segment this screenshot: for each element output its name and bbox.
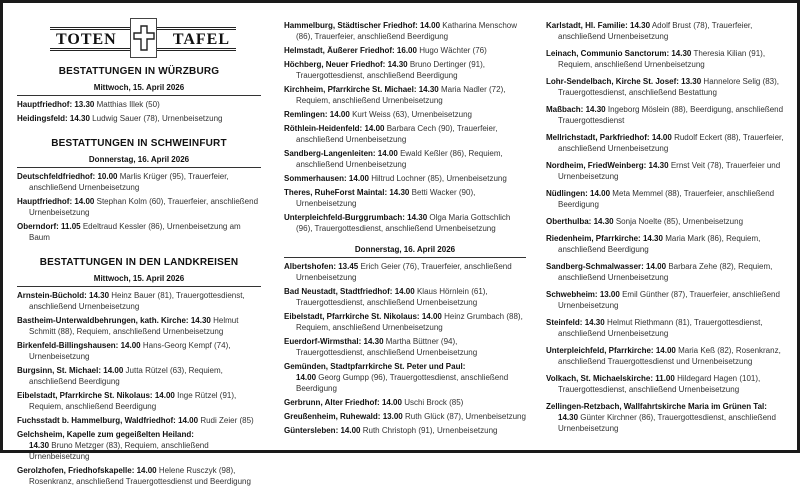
funeral-entry — [17, 415, 261, 426]
entry-time: 14.30 — [642, 234, 663, 243]
entry-place: Volkach, St. Michaelskirche: — [546, 374, 654, 383]
entries-landkreise-thu-b — [546, 20, 790, 434]
funeral-entry — [546, 48, 790, 70]
entry-time: 13.45 — [338, 262, 359, 271]
entry-place: Gelchsheim, Kapelle zum gegeißelten Heiland: — [17, 430, 194, 439]
entry-time: 14.00 — [348, 174, 369, 183]
entry-place: Kirchheim, Pfarrkirche St. Michael: — [284, 85, 417, 94]
entry-time: 14.30 — [648, 161, 669, 170]
entry-time: 14.00 — [377, 149, 398, 158]
funeral-entry — [284, 20, 526, 42]
entry-time: 14.00 — [421, 312, 442, 321]
entry-text: Bruno Metzger (83), Requiem, anschließend Urnenbeisetzung — [29, 441, 209, 461]
entry-text: Ingeborg Möslein (88), Beerdigung, anschließend Trauergottesdienst — [558, 105, 784, 125]
entries-landkreise-wed-a — [17, 290, 261, 487]
entry-place: Maßbach: — [546, 105, 584, 114]
entry-text: Betti Wacker (90), Urnenbeisetzung — [296, 188, 476, 208]
entry-text: Helene Rusczyk (98), Rosenkranz, anschließend Trauergottesdienst und Beerdigung — [29, 466, 251, 486]
entry-place: Euerdorf-Wirmsthal: — [284, 337, 362, 346]
funeral-entry — [284, 286, 526, 308]
entry-time: 16.00 — [396, 46, 417, 55]
entry-time: 14.30 — [407, 213, 428, 222]
entry-text: Günter Kirchner (86), Trauergottesdienst, anschließend Urnenbeisetzung — [558, 413, 776, 433]
entry-place: Hauptfriedhof: — [17, 197, 73, 206]
entry-place: Röthlein-Heidenfeld: — [284, 124, 363, 133]
column-2 — [284, 3, 526, 439]
entry-text: Marlis Krüger (95), Trauerfeier, anschließend Urnenbeisetzung — [29, 172, 229, 192]
entry-text: Hannelore Selig (83), Trauergottesdienst, anschließend Bestattung — [558, 77, 780, 97]
section-heading-landkreise: BESTATTUNGEN IN DEN LANDKREISEN — [39, 257, 239, 268]
funeral-entry — [546, 20, 790, 42]
date-landkreise-wednesday: Mittwoch, 15. April 2026 — [17, 274, 261, 287]
entry-text: Stephan Kolm (60), Trauerfeier, anschließend Urnenbeisetzung — [29, 197, 259, 217]
entry-place: Gerbrunn, Alter Friedhof: — [284, 398, 380, 407]
entry-place: Fuchsstadt b. Hammelburg, Waldfriedhof: — [17, 416, 176, 425]
entry-place: Deutschfeldfriedhof: — [17, 172, 96, 181]
cross-box — [130, 18, 157, 58]
entry-time: 14.00 — [178, 416, 199, 425]
entry-text: Rudolf Eckert (88), Trauerfeier, anschließend Urnenbeisetzung — [558, 133, 784, 153]
entry-time: 14.30 — [584, 318, 605, 327]
entry-place: Nordheim, FriedWeinberg: — [546, 161, 647, 170]
column-3 — [546, 3, 790, 440]
entry-time: 14.30 — [69, 114, 90, 123]
entry-text: Theresia Kilian (91), Requiem, anschließend Urnenbeisetzung — [558, 49, 766, 69]
entry-text: Adolf Brust (78), Trauerfeier, anschließend Urnenbeisetzung — [558, 21, 753, 41]
entry-text: Ewald Keßler (86), Requiem, anschließend Urnenbeisetzung — [296, 149, 503, 169]
entry-place: Heidingsfeld: — [17, 114, 68, 123]
entry-place: Zellingen-Retzbach, Wallfahrtskirche Maria im Grünen Tal: — [546, 402, 767, 411]
entry-text: Heinz Grumbach (88), Requiem, anschließend Urnenbeisetzung — [296, 312, 523, 332]
entry-place: Sandberg-Schmalwasser: — [546, 262, 644, 271]
logo-word-right: TAFEL — [169, 31, 230, 48]
entry-place: Hammelburg, Städtischer Friedhof: — [284, 21, 418, 30]
entry-text: Ruth Christoph (91), Urnenbeisetzung — [362, 426, 498, 435]
entry-text: Hiltrud Lochner (85), Urnenbeisetzung — [371, 174, 507, 183]
column-1 — [17, 3, 261, 490]
funeral-entry — [17, 196, 261, 218]
entry-text: Maria Mark (86), Requiem, anschließend Beerdigung — [558, 234, 761, 254]
cross-icon — [133, 25, 155, 51]
section-heading-schweinfurt: BESTATTUNGEN IN SCHWEINFURT — [51, 138, 227, 149]
funeral-entry — [284, 148, 526, 170]
entry-place: Bad Neustadt, Stadtfriedhof: — [284, 287, 393, 296]
funeral-entry — [284, 397, 526, 408]
entry-text: Maria Nadler (72), Requiem, anschließend Urnenbeisetzung — [296, 85, 506, 105]
entry-text: Helmut Schmitt (88), Requiem, anschließend Urnenbeisetzung — [29, 316, 239, 336]
entry-text: Ludwig Sauer (78), Urnenbeisetzung — [92, 114, 223, 123]
entry-place: Albertshofen: — [284, 262, 336, 271]
entry-text: Rudi Zeier (85) — [200, 416, 254, 425]
entries-landkreise-thu-a — [284, 261, 526, 436]
funeral-entry — [17, 99, 261, 110]
funeral-entry — [284, 411, 526, 422]
entry-text: Hugo Wächter (76) — [419, 46, 487, 55]
entry-time: 14.00 — [381, 398, 402, 407]
funeral-entry — [546, 261, 790, 283]
entry-place: Theres, RuheForst Maintal: — [284, 188, 388, 197]
funeral-entry — [284, 336, 526, 358]
entry-time: 13.30 — [74, 100, 95, 109]
entry-text: Inge Rützel (91), Requiem, anschließend Beerdigung — [29, 391, 237, 411]
entry-text: Uschi Brock (85) — [404, 398, 464, 407]
entry-time: 14.00 — [655, 346, 676, 355]
totentafel-logo — [50, 15, 236, 61]
entry-place: Oberthulba: — [546, 217, 592, 226]
funeral-entry — [284, 84, 526, 106]
entry-time: 14.30 — [363, 337, 384, 346]
funeral-entry — [284, 109, 526, 120]
funeral-entry — [546, 160, 790, 182]
funeral-entry — [284, 123, 526, 145]
entry-time: 14.30 — [671, 49, 692, 58]
entry-time: 14.00 — [103, 366, 124, 375]
entries-landkreise-wed-b — [284, 20, 526, 234]
funeral-entry — [17, 429, 261, 462]
date-wuerzburg: Mittwoch, 15. April 2026 — [17, 83, 261, 96]
funeral-entry — [17, 365, 261, 387]
entry-text: Erich Geier (76), Trauerfeier, anschließend Urnenbeisetzung — [296, 262, 512, 282]
entry-text: Emil Günther (87), Trauerfeier, anschließend Urnenbeisetzung — [558, 290, 780, 310]
funeral-entry — [284, 311, 526, 333]
entry-text: Jutta Rützel (63), Requiem, anschließend Beerdigung — [29, 366, 223, 386]
entry-place: Greußenheim, Ruhewald: — [284, 412, 381, 421]
funeral-entry — [284, 361, 526, 394]
entry-place: Leinach, Communio Sanctorum: — [546, 49, 670, 58]
entry-text: Barbara Zehe (82), Requiem, anschließend Urnenbeisetzung — [558, 262, 773, 282]
entry-text: Georg Gumpp (96), Trauergottesdienst, anschließend Beerdigung — [296, 373, 509, 393]
entry-place: Höchberg, Neuer Friedhof: — [284, 60, 386, 69]
entry-text: Hans-Georg Kempf (74), Urnenbeisetzung — [29, 341, 231, 361]
entry-place: Nüdlingen: — [546, 189, 588, 198]
funeral-entry — [17, 113, 261, 124]
funeral-entry — [546, 104, 790, 126]
funeral-entry — [284, 261, 526, 283]
entry-text: Meta Memmel (88), Trauerfeier, anschließend Beerdigung — [558, 189, 775, 209]
entry-place: Güntersleben: — [284, 426, 339, 435]
funeral-entry — [284, 425, 526, 436]
funeral-entry — [17, 390, 261, 412]
entries-wuerzburg — [17, 99, 261, 124]
funeral-entry — [546, 233, 790, 255]
funeral-entry — [17, 221, 261, 243]
entry-time: 14.30 — [387, 60, 408, 69]
funeral-entry — [284, 45, 526, 56]
entry-time: 10.00 — [97, 172, 118, 181]
entry-place: Burgsinn, St. Michael: — [17, 366, 102, 375]
entry-time: 14.30 — [593, 217, 614, 226]
funeral-entry — [17, 465, 261, 487]
entry-time: 14.00 — [364, 124, 385, 133]
entry-text: Katharina Menschow (86), Trauerfeier, anschließend Beerdigung — [296, 21, 518, 41]
entry-time: 14.00 — [329, 110, 350, 119]
entry-time: 14.30 — [89, 291, 110, 300]
entry-text: Hildegard Hagen (101), Trauergottesdienst, anschließend Urnenbeisetzung — [558, 374, 761, 394]
entry-place: Bastheim-Unterwaldbehrungen, kath. Kirche: — [17, 316, 189, 325]
entry-place: Eibelstadt, Pfarrkirche St. Nikolaus: — [17, 391, 153, 400]
entry-text: Olga Maria Gottschlich (96), Trauergottesdienst, anschließend Urnenbeisetzung — [296, 213, 511, 233]
entry-text: Helmut Riethmann (81), Trauergottesdienst, anschließend Urnenbeisetzung — [558, 318, 763, 338]
entry-place: Unterpleichfeld-Burggrumbach: — [284, 213, 405, 222]
entry-time: 14.00 — [590, 189, 611, 198]
entry-text: Barbara Cech (90), Trauerfeier, anschließend Urnenbeisetzung — [296, 124, 498, 144]
entry-place: Sommerhausen: — [284, 174, 347, 183]
entry-text: Maria Keß (82), Rosenkranz, anschließend Trauergottesdienst und Urnenbeisetzung — [558, 346, 781, 366]
entry-text: Klaus Hörnlein (61), Trauergottesdienst, anschließend Urnenbeisetzung — [296, 287, 488, 307]
entry-time: 11.05 — [61, 222, 81, 231]
entry-time: 11.00 — [655, 374, 675, 383]
entry-place: Riedenheim, Pfarrkirche: — [546, 234, 641, 243]
entry-time: 14.30 — [389, 188, 410, 197]
entries-schweinfurt — [17, 171, 261, 243]
funeral-entry — [284, 187, 526, 209]
funeral-entry — [546, 289, 790, 311]
date-landkreise-thursday: Donnerstag, 16. April 2026 — [284, 245, 526, 258]
entry-text: Kurt Weiss (63), Urnenbeisetzung — [352, 110, 472, 119]
funeral-entry — [546, 373, 790, 395]
entry-text: Edeltraud Kessler (86), Urnenbeisetzung am Baum — [29, 222, 241, 242]
funeral-entry — [17, 290, 261, 312]
entry-text: Ernst Veit (78), Trauerfeier und Urnenbeisetzung — [558, 161, 781, 181]
entry-text: Heinz Bauer (81), Trauergottesdienst, anschließend Urnenbeisetzung — [29, 291, 245, 311]
entry-text: Matthias Illek (50) — [96, 100, 160, 109]
entry-place: Birkenfeld-Billingshausen: — [17, 341, 119, 350]
funeral-entry — [17, 171, 261, 193]
entry-place: Arnstein-Büchold: — [17, 291, 87, 300]
section-heading-wuerzburg: BESTATTUNGEN IN WÜRZBURG — [58, 66, 220, 77]
entry-time: 14.30 — [190, 316, 211, 325]
funeral-entry — [284, 59, 526, 81]
entry-time: 14.00 — [74, 197, 95, 206]
logo-word-left: TOTEN — [56, 31, 121, 48]
entry-text: Martha Büttner (94), Trauergottesdienst, anschließend Urnenbeisetzung — [296, 337, 478, 357]
funeral-entry — [284, 212, 526, 234]
entry-time: 14.30 — [29, 441, 50, 450]
entry-time: 14.00 — [651, 133, 672, 142]
funeral-entry — [17, 340, 261, 362]
funeral-entry — [546, 345, 790, 367]
funeral-entry — [546, 132, 790, 154]
entry-time: 14.30 — [585, 105, 606, 114]
entry-time: 14.30 — [558, 413, 579, 422]
entry-time: 13.00 — [382, 412, 403, 421]
entry-place: Lohr-Sendelbach, Kirche St. Josef: — [546, 77, 679, 86]
entry-place: Remlingen: — [284, 110, 328, 119]
entry-time: 14.00 — [420, 21, 441, 30]
entry-text: Bruno Dertinger (91), Trauergottesdienst, anschließend Beerdigung — [296, 60, 485, 80]
entry-place: Unterpleichfeld, Pfarrkirche: — [546, 346, 654, 355]
entry-time: 14.00 — [646, 262, 667, 271]
funeral-entry — [546, 76, 790, 98]
entry-time: 14.30 — [630, 21, 651, 30]
entry-time: 14.00 — [120, 341, 141, 350]
funeral-entry — [546, 401, 790, 434]
entry-place: Helmstadt, Äußerer Friedhof: — [284, 46, 395, 55]
entry-place: Gerolzhofen, Friedhofskapelle: — [17, 466, 135, 475]
entry-place: Steinfeld: — [546, 318, 583, 327]
entry-place: Schwebheim: — [546, 290, 598, 299]
entry-place: Hauptfriedhof: — [17, 100, 73, 109]
entry-time: 13.30 — [681, 77, 702, 86]
entry-place: Gemünden, Stadtpfarrkirche St. Peter und Paul: — [284, 362, 466, 371]
funeral-entry — [546, 317, 790, 339]
funeral-entry — [546, 216, 790, 227]
funeral-entry — [284, 173, 526, 184]
entry-time: 14.00 — [296, 373, 317, 382]
funeral-entry — [546, 188, 790, 210]
entry-place: Sandberg-Langenleiten: — [284, 149, 376, 158]
entry-time: 14.00 — [394, 287, 415, 296]
entry-place: Eibelstadt, Pfarrkirche St. Nikolaus: — [284, 312, 420, 321]
entry-place: Karlstadt, Hl. Familie: — [546, 21, 628, 30]
entry-time: 13.00 — [599, 290, 620, 299]
date-schweinfurt: Donnerstag, 16. April 2026 — [17, 155, 261, 168]
entry-time: 14.30 — [418, 85, 439, 94]
funeral-entry — [17, 315, 261, 337]
entry-text: Ruth Glück (87), Urnenbeisetzung — [404, 412, 526, 421]
entry-text: Sonja Noelte (85), Urnenbeisetzung — [615, 217, 744, 226]
entry-time: 14.00 — [154, 391, 175, 400]
entry-place: Mellrichstadt, Parkfriedhof: — [546, 133, 650, 142]
entry-place: Oberndorf: — [17, 222, 59, 231]
entry-time: 14.00 — [340, 426, 361, 435]
entry-time: 14.00 — [136, 466, 157, 475]
